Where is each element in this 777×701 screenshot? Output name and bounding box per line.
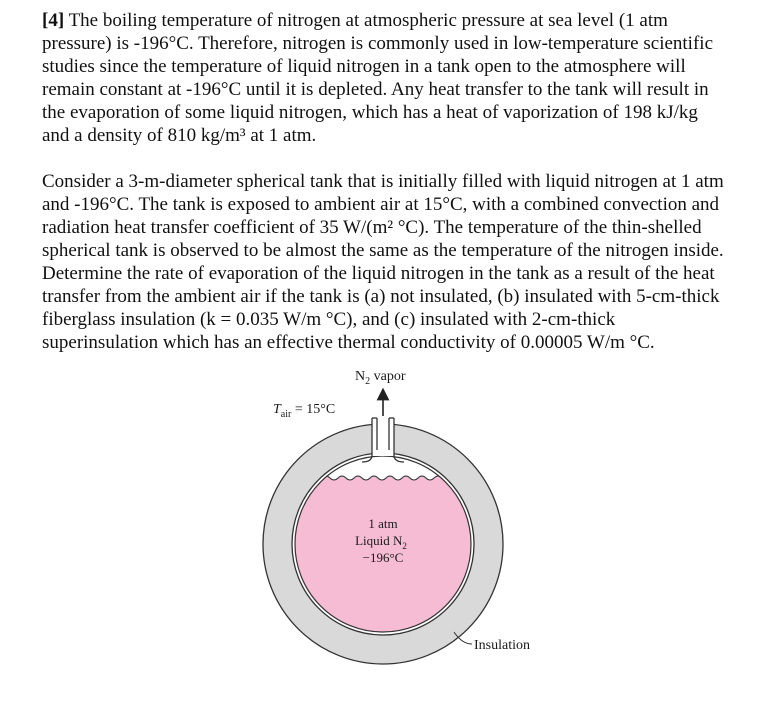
paragraph-1-line-6: and a density of 810 kg/m³ at 1 atm.	[42, 125, 317, 146]
tank-pressure-label: 1 atm	[368, 516, 398, 531]
paragraph-2-line-3: radiation heat transfer coefficient of 35 W/(m² °C). The temperature of the thin-shelled	[42, 217, 702, 238]
paragraph-2-line-4: spherical tank is observed to be almost the same as the temperature of the nitrogen inside.	[42, 240, 724, 261]
paragraph-1-line-1: [4] The boiling temperature of nitrogen at atmospheric pressure at sea level (1 atm	[42, 10, 668, 31]
air-temperature-label: $T_{air} = 15^\circ C$	[273, 402, 336, 420]
problem-number: [4]	[42, 10, 65, 31]
paragraph-2-line-7: fiberglass insulation (k = 0.035 W/m °C), and (c) insulated with 2-cm-thick	[42, 309, 616, 330]
paragraph-2-line-8: superinsulation which has an effective thermal conductivity of 0.00005 W/m °C.	[42, 332, 655, 353]
tank-contents-label: Liquid $N_2$	[355, 533, 407, 551]
paragraph-1-line-4: remain constant at -196°C until it is depleted. Any heat transfer to the tank will result in	[42, 79, 709, 100]
vapor-label: $N_2$ vapor	[355, 369, 406, 387]
vent-pipe	[372, 416, 394, 456]
paragraph-1-line-3: studies since the temperature of liquid nitrogen in a tank open to the atmosphere will	[42, 56, 686, 77]
paragraph-2-line-6: transfer from the ambient air if the tank is (a) not insulated, (b) insulated with 5-cm-thick	[42, 286, 720, 307]
paragraph-2-line-2: and -196°C. The tank is exposed to ambient air at 15°C, with a combined convection and	[42, 194, 720, 215]
paragraph-1-line-2: pressure) is -196°C. Therefore, nitrogen is commonly used in low-temperature scientific	[42, 33, 714, 54]
paragraph-2-line-5: Determine the rate of evaporation of the liquid nitrogen in the tank as a result of the heat	[42, 263, 715, 284]
insulation-label: Insulation	[474, 638, 530, 653]
paragraph-1-line-5: the evaporation of some liquid nitrogen, which has a heat of vaporization of 198 kJ/kg	[42, 102, 698, 123]
tank-temperature-label: −196°C	[362, 550, 404, 565]
paragraph-2-line-1: Consider a 3-m-diameter spherical tank that is initially filled with liquid nitrogen at 1 atm	[42, 171, 724, 192]
